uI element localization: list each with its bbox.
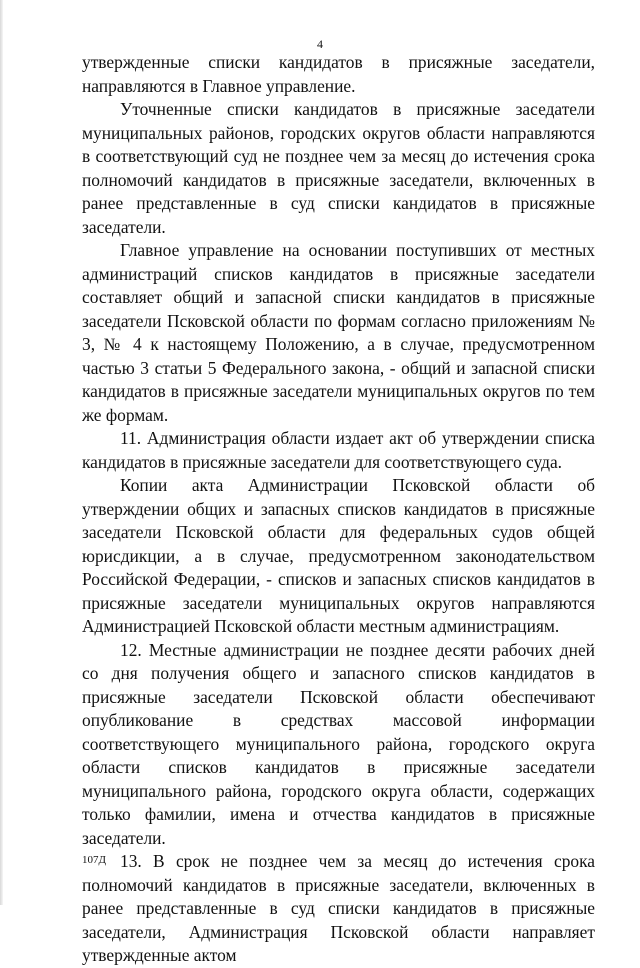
body-text xyxy=(82,51,595,968)
paragraph-item-11: 11. Администрация области издает акт об утверждении списка кандидатов в присяжные заседатели для соответствующего суда. xyxy=(82,428,595,472)
paragraph-continuation: утвержденные списки кандидатов в присяжные заседатели, направляются в Главное управление. xyxy=(82,52,595,96)
footer-code: 107Д xyxy=(82,854,107,866)
page-number: 4 xyxy=(317,37,323,51)
paragraph-refined-lists: Уточненные списки кандидатов в присяжные заседатели муниципальных районов, городских округов области направляются в соответствующий суд не позднее чем за месяц до истечения срока полномочий кандидатов в присяжные заседатели, включенных в ранее представленные в суд списки кандидатов в присяжные заседатели. xyxy=(82,99,595,237)
paragraph-main-directorate: Главное управление на основании поступивших от местных администраций списков кандидатов в присяжные заседатели составляет общий и запасной списки кандидатов в присяжные заседатели Псковской области по формам согласно приложениям № 3, № 4 к настоящему Положению, а в случае, предусмотренном частью 3 статьи 5 Федерального закона, - общий и запасной списки кандидатов в присяжные заседатели муниципальных округов по тем же формам. xyxy=(82,240,595,425)
paragraph-item-12: 12. Местные администрации не позднее десяти рабочих дней со дня получения общего и запасного списков кандидатов в присяжные заседатели Псковской области обеспечивают опубликование в средствах массовой информации соответствующего муниципального района, городского округа области списков кандидатов в присяжные заседатели муниципального района, городского округа области, содержащих только фамилии, имена и отчества кандидатов в присяжные заседатели. xyxy=(82,639,595,848)
paragraph-item-13: 13. В срок не позднее чем за месяц до истечения срока полномочий кандидатов в присяжные заседатели, включенных в ранее представленные в суд списки кандидатов в присяжные заседатели, Администрация Псковской области направляет утвержденные актом xyxy=(82,851,595,965)
scan-edge xyxy=(0,0,3,905)
paragraph-act-copies: Копии акта Администрации Псковской области об утверждении общих и запасных списков кандидатов в присяжные заседатели Псковской области для федеральных судов общей юрисдикции, а в случае, предусмотренном законодательством Российской Федерации, - списков и запасных списков кандидатов в присяжные заседатели муниципальных округов направляются Администрацией Псковской области местным администрациям. xyxy=(82,475,595,636)
